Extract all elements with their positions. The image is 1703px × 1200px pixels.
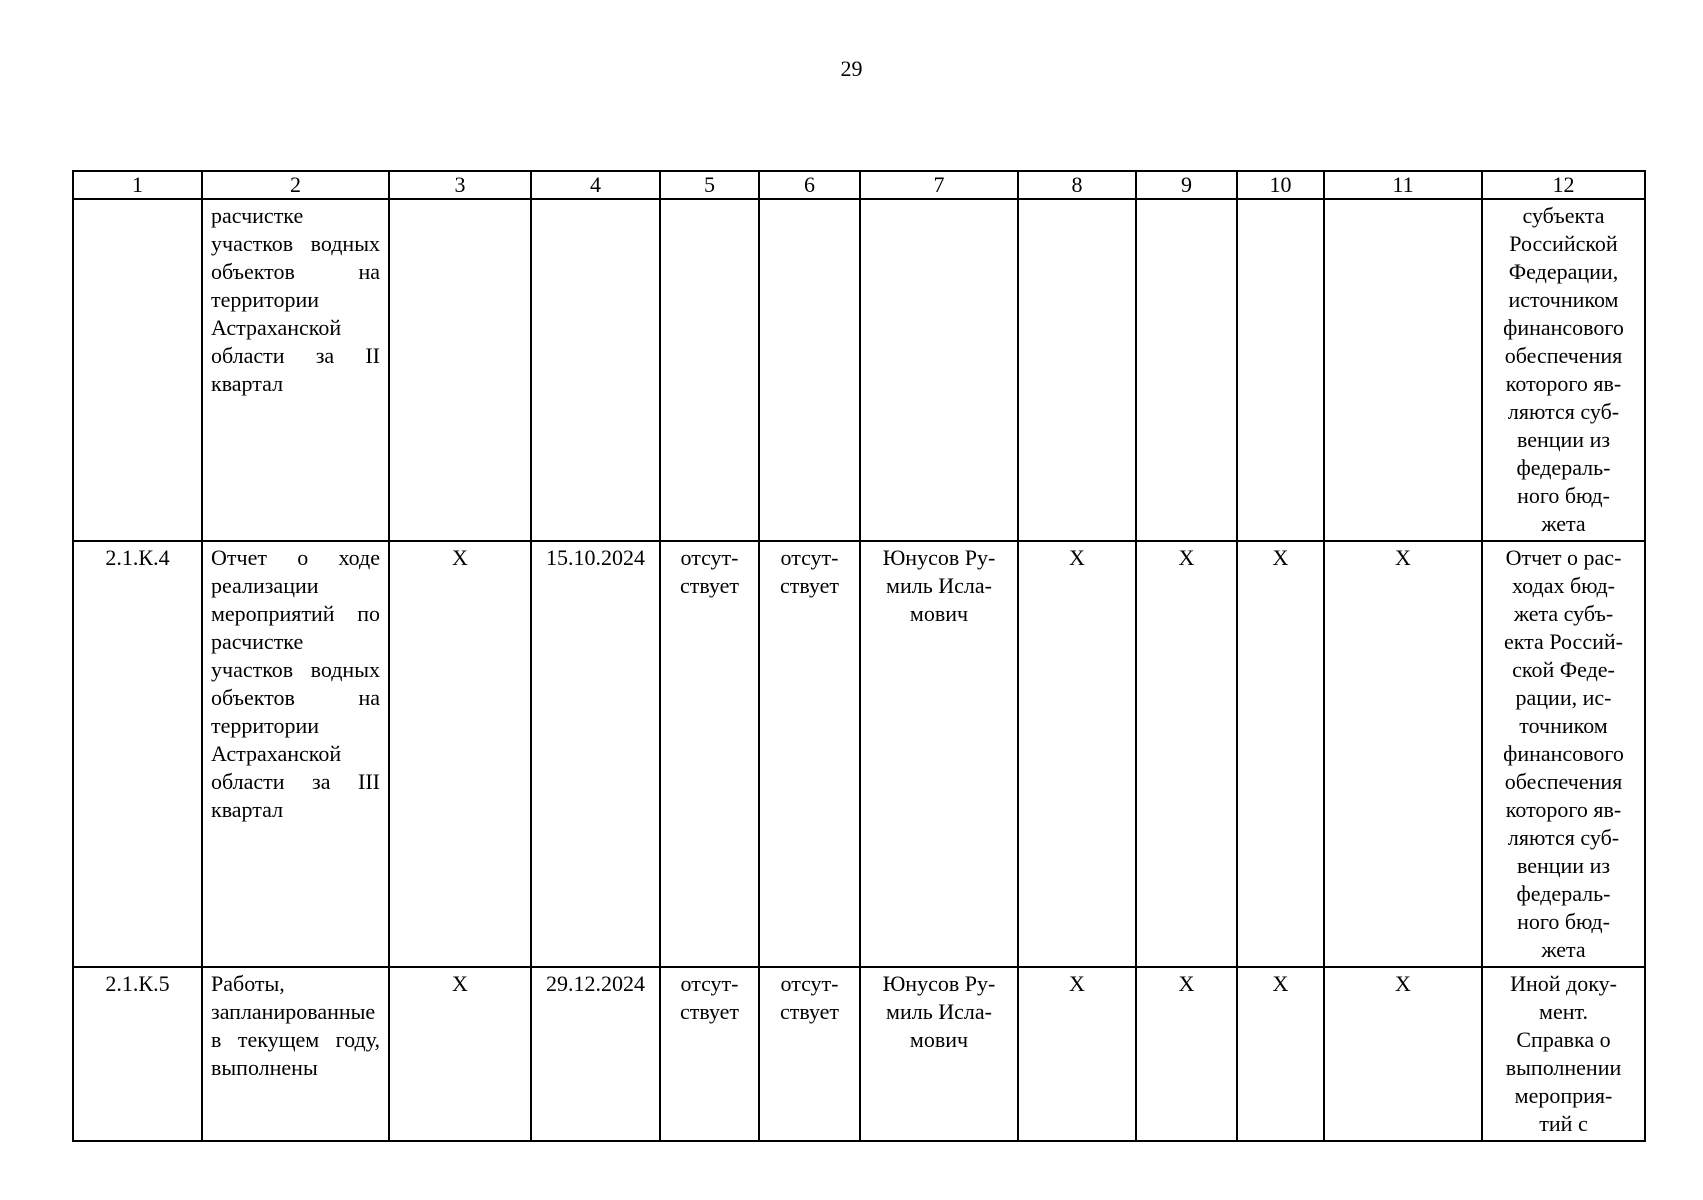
description-cell: расчистке участков водных объектов на территории Астраханской области за II квартал — [202, 199, 389, 541]
page-number: 29 — [840, 56, 863, 81]
header-cell: 11 — [1324, 171, 1482, 199]
date-cell: 15.10.2024 — [531, 541, 660, 967]
table-cell: X — [1324, 541, 1482, 967]
table-cell — [759, 199, 860, 541]
header-cell: 12 — [1482, 171, 1645, 199]
responsible-person-cell — [860, 199, 1018, 541]
header-cell: 9 — [1136, 171, 1237, 199]
table-cell: X — [1237, 541, 1324, 967]
date-cell — [531, 199, 660, 541]
row-number-cell: 2.1.К.4 — [73, 541, 202, 967]
table-row — [73, 541, 1645, 967]
header-cell: 3 — [389, 171, 531, 199]
table-cell — [1324, 199, 1482, 541]
header-cell: 10 — [1237, 171, 1324, 199]
header-cell: 4 — [531, 171, 660, 199]
table-cell — [1136, 199, 1237, 541]
document-type-cell: Отчет о рас- ходах бюд- жета субъ- екта Россий- ской Феде- рации, ис- точником финансового обеспечения которого яв- ляются суб- венции из федераль- ного бюд- жета — [1482, 541, 1645, 967]
document-type-cell: Иной доку- мент. Справка о выполнении мероприя- тий с — [1482, 967, 1645, 1141]
table-cell — [1237, 199, 1324, 541]
table-cell: X — [1136, 967, 1237, 1141]
date-cell: 29.12.2024 — [531, 967, 660, 1141]
table-cell: X — [389, 967, 531, 1141]
header-cell: 8 — [1018, 171, 1136, 199]
table-row — [73, 199, 1645, 541]
header-cell: 5 — [660, 171, 759, 199]
header-cell: 2 — [202, 171, 389, 199]
document-type-cell: субъекта Российской Федерации, источником финансового обеспечения которого яв- ляются суб- венции из федераль- ного бюд- жета — [1482, 199, 1645, 541]
table-cell: X — [1018, 541, 1136, 967]
table-cell — [660, 199, 759, 541]
row-number-cell — [73, 199, 202, 541]
responsible-person-cell: Юнусов Ру- миль Исла- мович — [860, 967, 1018, 1141]
table-header-row — [73, 171, 1645, 199]
header-cell: 6 — [759, 171, 860, 199]
row-number-cell: 2.1.К.5 — [73, 967, 202, 1141]
table-cell: отсут- ствует — [660, 967, 759, 1141]
table-cell: X — [1324, 967, 1482, 1141]
table-cell — [1018, 199, 1136, 541]
table-cell: X — [389, 541, 531, 967]
header-cell: 7 — [860, 171, 1018, 199]
table-row — [73, 967, 1645, 1141]
table-cell: X — [1136, 541, 1237, 967]
responsible-person-cell: Юнусов Ру- миль Исла- мович — [860, 541, 1018, 967]
table-cell: X — [1237, 967, 1324, 1141]
header-cell: 1 — [73, 171, 202, 199]
table-cell: X — [1018, 967, 1136, 1141]
document-table — [72, 170, 1646, 1142]
table-cell: отсут- ствует — [759, 967, 860, 1141]
table-cell: отсут- ствует — [759, 541, 860, 967]
description-cell: Отчет о ходе реализации мероприятий по расчистке участков водных объектов на территории Астраханской области за III квартал — [202, 541, 389, 967]
table-cell: отсут- ствует — [660, 541, 759, 967]
table-cell — [389, 199, 531, 541]
description-cell: Работы, запланированные в текущем году, выполнены — [202, 967, 389, 1141]
